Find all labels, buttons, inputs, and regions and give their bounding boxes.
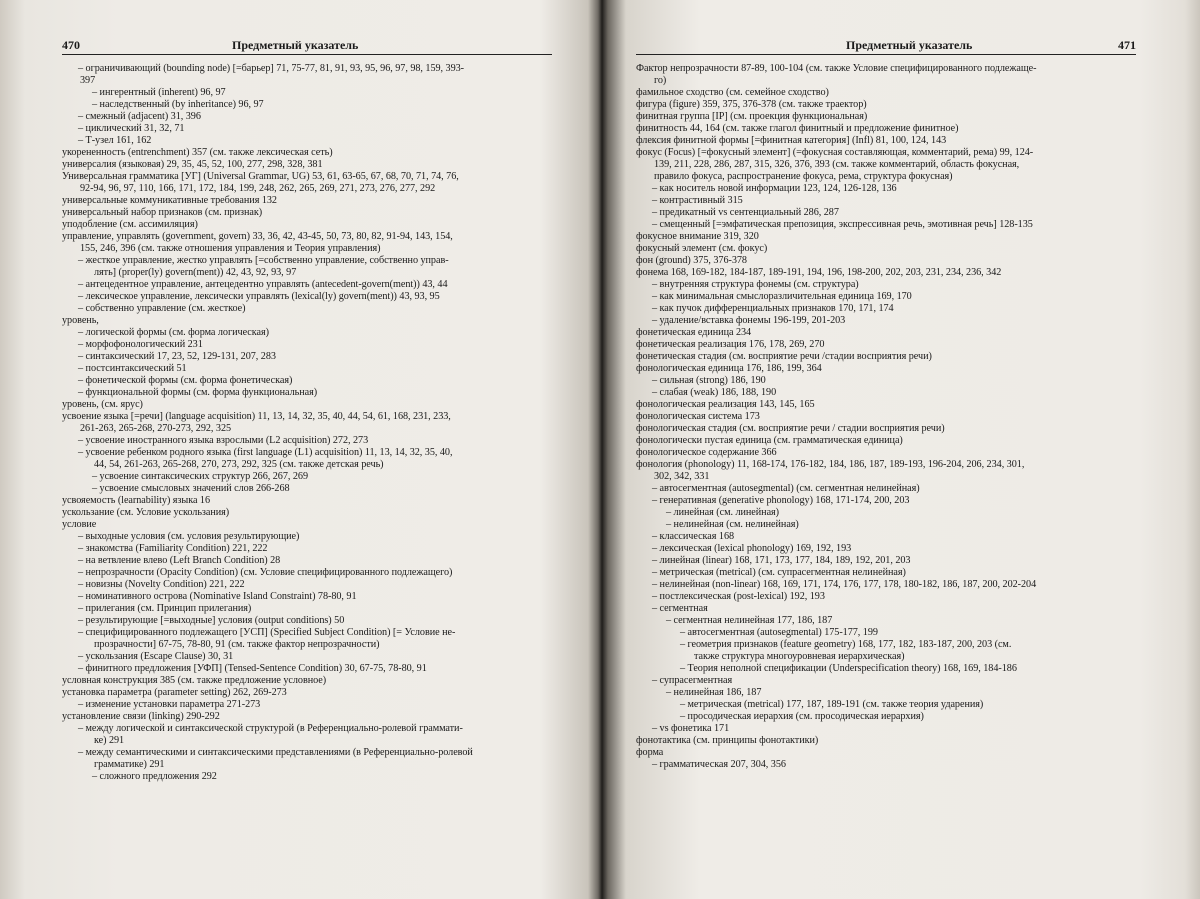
index-entry-line: – усвоение синтаксических структур 266, 267, 269 [92,471,309,482]
index-entry-line: фонологическая стадия (см. восприятие речи / стадии восприятия речи) [636,423,945,434]
index-entry-line: универсальные коммуникативные требования 132 [62,195,277,206]
index-entry-line: – морфофонологический 231 [78,339,203,350]
index-entry-line: фокусный элемент (см. фокус) [636,243,768,254]
index-entry-line: – номинативного острова (Nominative Island Constraint) 78-80, 91 [78,591,357,602]
index-entry-line: финитная группа [IP] (см. проекция функциональная) [636,111,868,122]
index-entry-line: – собственно управление (см. жесткое) [78,303,246,314]
index-entry-line: – знакомства (Familiarity Condition) 221, 222 [78,543,268,554]
index-entry-line: установка параметра (parameter setting) 262, 269-273 [62,687,287,698]
index-entry-line: – между логической и синтаксической структурой (в Референциально-ролевой граммати- [78,723,463,734]
index-entry-line: – финитного предложения [УФП] (Tensed-Sentence Condition) 30, 67-75, 78-80, 91 [78,663,427,674]
page-number: 471 [1118,38,1136,52]
index-entry-line: фонотактика (см. принципы фонотактики) [636,735,819,746]
index-entry-line: грамматике) 291 [94,759,165,770]
index-entry-line: 397 [80,75,96,86]
index-entry-line: – слабая (weak) 186, 188, 190 [652,387,777,398]
index-entry-line: – новизны (Novelty Condition) 221, 222 [78,579,245,590]
header-rule [636,54,1136,55]
left-page [0,0,598,899]
index-entry-line: – Т-узел 161, 162 [78,135,152,146]
index-entry-line: – результирующие [=выходные] условия (output conditions) 50 [78,615,345,626]
index-entry-line: 155, 246, 396 (см. также отношения управления и Теория управления) [80,243,381,254]
index-entry-line: – как минимальная смыслоразличительная единица 169, 170 [652,291,912,302]
index-entry-line: фонологическая единица 176, 186, 199, 364 [636,363,822,374]
index-entry-line: – усвоение иностранного языка взрослыми (L2 acquisition) 272, 273 [78,435,369,446]
index-entry-line: – функциональной формы (см. форма функциональная) [78,387,318,398]
index-entry-line: – наследственный (by inheritance) 96, 97 [92,99,264,110]
index-entry-line: – смещенный [=эмфатическая препозиция, экспрессивная речь, эмотивная речь] 128-135 [652,219,1033,230]
index-entry-line: – постлексическая (post-lexical) 192, 193 [652,591,825,602]
index-entry-line: – автосегментная (autosegmental) 175-177, 199 [680,627,878,638]
index-entry-line: – метрическая (metrical) 177, 187, 189-191 (см. также теория ударения) [680,699,984,710]
right-page-header [636,38,1136,58]
index-entry-line: – фонетической формы (см. форма фонетическая) [78,375,293,386]
index-entry-line: фонологическая система 173 [636,411,760,422]
index-entry-line: – как пучок дифференциальных признаков 170, 171, 174 [652,303,894,314]
index-entry-line: – логической формы (см. форма логическая) [78,327,269,338]
index-entry-line: – ингерентный (inherent) 96, 97 [92,87,226,98]
running-head: Предметный указатель [846,38,973,52]
index-entry-line: – изменение установки параметра 271-273 [78,699,261,710]
index-entry-line: 139, 211, 228, 286, 287, 315, 326, 376, 393 (см. также комментарий, область фокусная, [654,159,1020,170]
index-entry-line: – геометрия признаков (feature geometry) 168, 177, 182, 183-187, 200, 203 (см. [680,639,1012,650]
index-entry-line: усвоение языка [=речи] (language acquisition) 11, 13, 14, 32, 35, 40, 44, 54, 61, 168, 231, 233, [62,411,451,422]
index-entry-line: – ограничивающий (bounding node) [=барьер] 71, 75-77, 81, 91, 93, 95, 96, 97, 98, 159, 393- [78,63,465,74]
index-entry-line: – грамматическая 207, 304, 356 [652,759,786,770]
index-entry-line: фонема 168, 169-182, 184-187, 189-191, 194, 196, 198-200, 202, 203, 231, 234, 236, 342 [636,267,1002,278]
index-entry-line: – контрастивный 315 [652,195,743,206]
index-entry-line: – нелинейная (см. нелинейная) [666,519,799,530]
index-entry-line: – выходные условия (см. условия результирующие) [78,531,300,542]
index-entry-line: – нелинейная 186, 187 [666,687,762,698]
index-entry-line: фокусное внимание 319, 320 [636,231,759,242]
index-entry-line: – удаление/вставка фонемы 196-199, 201-203 [652,315,846,326]
index-entry-line: – на ветвление влево (Left Branch Condition) 28 [78,555,281,566]
index-entry-line: – антецедентное управление, антецедентно управлять (antecedent-govern(ment)) 43, 44 [78,279,448,290]
index-entry-line: усвояемость (learnability) языка 16 [62,495,211,506]
index-entry-line: фамильное сходство (см. семейное сходство) [636,87,829,98]
left-index-column [62,63,552,783]
index-entry-line: флексия финитной формы [=финитная категория] (Infl) 81, 100, 124, 143 [636,135,947,146]
index-entry-line: фонологическое содержание 366 [636,447,777,458]
index-entry-line: фонологически пустая единица (см. грамматическая единица) [636,435,903,446]
running-head: Предметный указатель [232,38,359,52]
index-entry-line: – непрозрачности (Opacity Condition) (см. Условие специфицированного подлежащего) [78,567,453,578]
index-entry-line: – усвоение ребенком родного языка (first language (L1) acquisition) 11, 13, 14, 32, 35, 40, [78,447,453,458]
index-entry-line: уровень, (см. ярус) [62,399,143,410]
index-entry-line: – линейная (см. линейная) [666,507,780,518]
index-entry-line: – между семантическими и синтаксическими представлениями (в Референциально-ролевой [78,747,473,758]
index-entry-line: – линейная (linear) 168, 171, 173, 177, 184, 189, 192, 201, 203 [652,555,911,566]
index-entry-line: – усвоение смысловых значений слов 266-268 [92,483,290,494]
index-entry-line: форма [636,747,664,758]
index-entry-line: – генеративная (generative phonology) 168, 171-174, 200, 203 [652,495,910,506]
index-entry-line: – синтаксический 17, 23, 52, 129-131, 207, 283 [78,351,276,362]
index-entry-line: лять] (proper(ly) govern(ment)) 42, 43, 92, 93, 97 [94,267,297,278]
index-entry-line: – лексическая (lexical phonology) 169, 192, 193 [652,543,852,554]
index-entry-line: фигура (figure) 359, 375, 376-378 (см. также траектор) [636,99,867,110]
index-entry-line: управление, управлять (government, govern) 33, 36, 42, 43-45, 50, 73, 80, 82, 91-94, 143, 154, [62,231,453,242]
index-entry-line: – сильная (strong) 186, 190 [652,375,766,386]
right-index-column [636,63,1141,771]
index-entry-line: Универсальная грамматика [УГ] (Universal Grammar, UG) 53, 61, 63-65, 67, 68, 70, 71, 74, 76, [62,171,459,182]
index-entry-line: – сегментная нелинейная 177, 186, 187 [666,615,833,626]
index-entry-line: – смежный (adjacent) 31, 396 [78,111,201,122]
header-rule [62,54,552,55]
index-entry-line: – циклический 31, 32, 71 [78,123,185,134]
index-entry-line: – просодическая иерархия (см. просодическая иерархия) [680,711,924,722]
index-entry-line: го) [654,75,667,86]
index-entry-line: фонологическая реализация 143, 145, 165 [636,399,815,410]
index-entry-line: – сегментная [652,603,708,614]
index-entry-line: – специфицированного подлежащего [УСП] (Specified Subject Condition) [= Условие не- [78,627,456,638]
index-entry-line: 44, 54, 261-263, 265-268, 270, 273, 292, 325 (см. также детская речь) [94,459,384,470]
index-entry-line: – vs фонетика 171 [652,723,730,734]
index-entry-line: – внутренняя структура фонемы (см. структура) [652,279,859,290]
index-entry-line: уподобление (см. ассимиляция) [62,219,198,230]
index-entry-line: 261-263, 265-268, 270-273, 292, 325 [80,423,232,434]
right-page [604,0,1200,899]
index-entry-line: фонетическая единица 234 [636,327,752,338]
index-entry-line: универсальный набор признаков (см. признак) [62,207,263,218]
index-entry-line: – ускользания (Escape Clause) 30, 31 [78,651,234,662]
index-entry-line: Фактор непрозрачности 87-89, 100-104 (см. также Условие специфицированного подлежаще- [636,63,1037,74]
index-entry-line: условие [62,519,97,530]
index-entry-line: – автосегментная (autosegmental) (см. сегментная нелинейная) [652,483,920,494]
index-entry-line: – нелинейная (non-linear) 168, 169, 171, 174, 176, 177, 178, 180-182, 186, 187, 200, 202-204 [652,579,1037,590]
index-entry-line: финитность 44, 164 (см. также глагол финитный и предложение финитное) [636,123,959,134]
index-entry-line: фонетическая стадия (см. восприятие речи /стадии восприятия речи) [636,351,932,362]
left-page-header [62,38,552,58]
index-entry-line: установление связи (linking) 290-292 [62,711,220,722]
index-entry-line: фокус (Focus) [=фокусный элемент] (=фокусная составляющая, комментарий, рема) 99, 124- [636,147,1034,158]
index-entry-line: 92-94, 96, 97, 110, 166, 171, 172, 184, 199, 248, 262, 265, 269, 271, 273, 276, 277, 292 [80,183,436,194]
index-entry-line: универсалия (языковая) 29, 35, 45, 52, 100, 277, 298, 328, 381 [62,159,323,170]
index-entry-line: – классическая 168 [652,531,735,542]
index-entry-line: также структура многоуровневая иерархическая) [694,651,905,662]
index-entry-line: укорененность (entrenchment) 357 (см. также лексическая сеть) [62,147,333,158]
index-entry-line: фонетическая реализация 176, 178, 269, 270 [636,339,825,350]
index-entry-line: – жесткое управление, жестко управлять [=собственно управление, собственно управ- [78,255,449,266]
index-entry-line: уровень, [62,315,99,326]
index-entry-line: – лексическое управление, лексически управлять (lexical(ly) govern(ment)) 43, 93, 95 [78,291,440,302]
index-entry-line: фонология (phonology) 11, 168-174, 176-182, 184, 186, 187, 189-193, 196-204, 206, 234, 301, [636,459,1025,470]
index-entry-line: – прилегания (см. Принцип прилегания) [78,603,252,614]
index-entry-line: – постсинтаксический 51 [78,363,187,374]
index-entry-line: 302, 342, 331 [654,471,710,482]
index-entry-line: – предикатный vs сентенциальный 286, 287 [652,207,839,218]
index-entry-line: ускользание (см. Условие ускользания) [62,507,230,518]
index-entry-line: фон (ground) 375, 376-378 [636,255,747,266]
index-entry-line: – метрическая (metrical) (см. супрасегментная нелинейная) [652,567,906,578]
index-entry-line: правило фокуса, распространение фокуса, рема, структура фокусная) [654,171,953,182]
index-entry-line: ке) 291 [94,735,125,746]
page-number: 470 [62,38,80,52]
index-entry-line: – как носитель новой информации 123, 124, 126-128, 136 [652,183,897,194]
index-entry-line: – сложного предложения 292 [92,771,217,782]
index-entry-line: условная конструкция 385 (см. также предложение условное) [62,675,327,686]
index-entry-line: – Теория неполной спецификации (Underspecification theory) 168, 169, 184-186 [680,663,1017,674]
index-entry-line: – супрасегментная [652,675,733,686]
index-entry-line: прозрачности] 67-75, 78-80, 91 (см. также фактор непрозрачности) [94,639,380,650]
